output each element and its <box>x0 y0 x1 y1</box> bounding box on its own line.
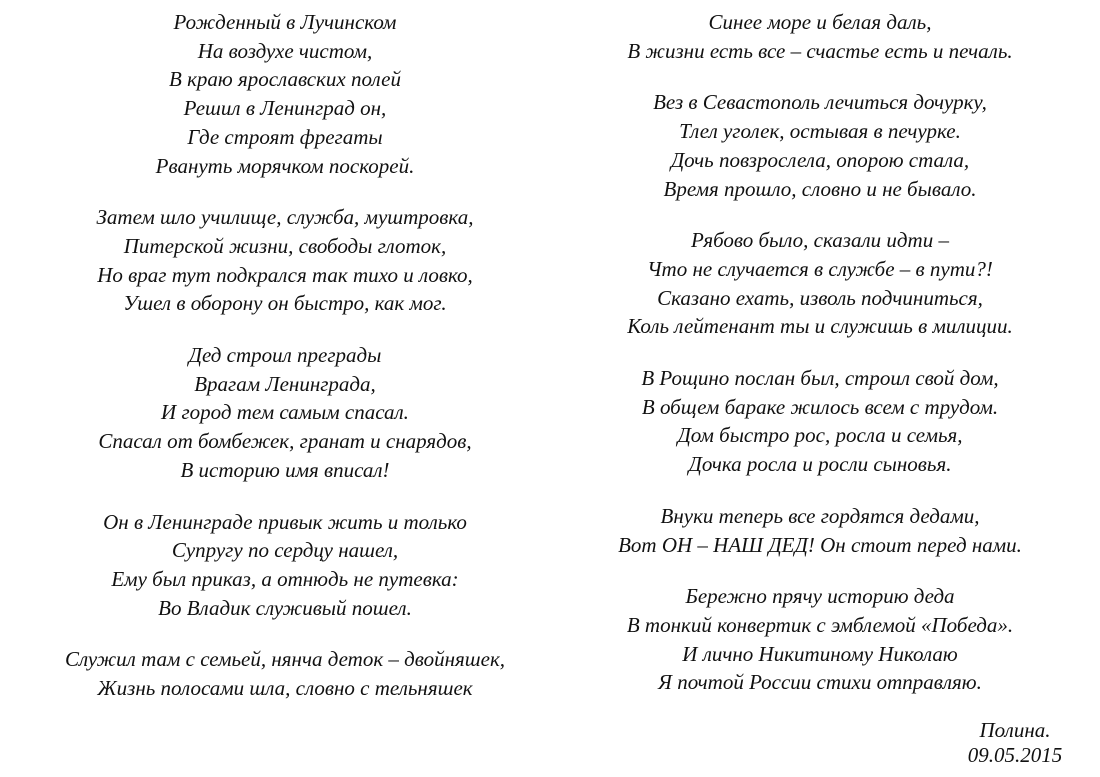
poem-signature <box>940 718 1090 768</box>
poem-line: Дед строил преграды <box>188 343 382 368</box>
signature-author: Полина. <box>979 718 1051 742</box>
poem-line: В тонкий конвертик с эмблемой «Победа». <box>626 612 1014 637</box>
stanza <box>560 364 1080 479</box>
poem-line: Дочь повзрослела, опорою стала, <box>670 147 970 172</box>
stanza <box>560 502 1080 559</box>
poem-line: Жизнь полосами шла, словно с тельняшек <box>97 676 473 701</box>
stanza <box>30 8 540 180</box>
poem-line: Внуки теперь все гордятся дедами, <box>660 503 980 528</box>
poem-line: Вез в Севастополь лечиться дочурку, <box>653 90 987 115</box>
stanza <box>560 8 1080 65</box>
poem-line: Во Владик служивый пошел. <box>158 595 412 620</box>
poem-left-column <box>30 8 540 726</box>
poem-line: В жизни есть все – счастье есть и печаль. <box>627 38 1013 63</box>
poem-line: Время прошло, словно и не бывало. <box>663 176 977 201</box>
poem-line: Врагам Ленинграда, <box>194 371 376 396</box>
poem-line: Ему был приказ, а отнюдь не путевка: <box>111 566 459 591</box>
poem-line: В общем бараке жилось всем с трудом. <box>641 394 999 419</box>
stanza <box>560 582 1080 697</box>
poem-line: Служил там с семьей, нянча деток – двойняшек, <box>64 647 506 672</box>
poem-line: Рябово было, сказали идти – <box>691 228 949 253</box>
stanza <box>30 341 540 485</box>
poem-line: На воздухе чистом, <box>197 38 373 63</box>
stanza <box>30 645 540 702</box>
poem-line: Синее море и белая даль, <box>708 10 932 34</box>
stanza <box>30 203 540 318</box>
poem-line: Решил в Ленинград он, <box>183 96 387 121</box>
poem-line: Тлел уголек, остывая в печурке. <box>679 119 961 144</box>
poem-line: Спасал от бомбежек, гранат и снарядов, <box>98 429 472 454</box>
poem-line: Дочка росла и росли сыновья. <box>688 452 952 477</box>
poem-line: Коль лейтенант ты и служишь в милиции. <box>627 314 1013 339</box>
poem-line: И город тем самым спасал. <box>161 400 409 425</box>
signature-date: 09.05.2015 <box>967 743 1063 767</box>
poem-line: Бережно прячу историю деда <box>685 584 955 609</box>
poem-line: Ушел в оборону он быстро, как мог. <box>123 291 447 316</box>
poem-line: Затем шло училище, служба, муштровка, <box>96 205 474 230</box>
poem-line: Я почтой России стихи отправляю. <box>658 670 982 695</box>
poem-line: Что не случается в службе – в пути?! <box>647 256 993 281</box>
poem-line: Питерской жизни, свободы глоток, <box>123 233 447 258</box>
poem-line: В Рощино послан был, строил свой дом, <box>641 366 999 391</box>
stanza <box>30 508 540 623</box>
poem-line: Рвануть морячком поскорей. <box>155 153 415 178</box>
poem-line: Дом быстро рос, росла и семья, <box>677 423 963 448</box>
poem-line: Вот ОН – НАШ ДЕД! Он стоит перед нами. <box>618 532 1022 557</box>
poem-line: Но враг тут подкрался так тихо и ловко, <box>97 262 473 287</box>
stanza <box>560 88 1080 203</box>
poem-line: Сказано ехать, изволь подчиниться, <box>657 285 983 310</box>
poem-line: Где строят фрегаты <box>187 124 383 149</box>
poem-line: В краю ярославских полей <box>169 67 401 92</box>
stanza <box>560 226 1080 341</box>
poem-line: В историю имя вписал! <box>180 457 390 482</box>
poem-line: Он в Ленинграде привык жить и только <box>103 509 467 534</box>
poem-line: Супругу по сердцу нашел, <box>171 538 399 563</box>
poem-line: Рожденный в Лучинском <box>173 10 397 34</box>
poem-line: И лично Никитиному Николаю <box>682 641 958 666</box>
poem-right-column <box>560 8 1080 720</box>
